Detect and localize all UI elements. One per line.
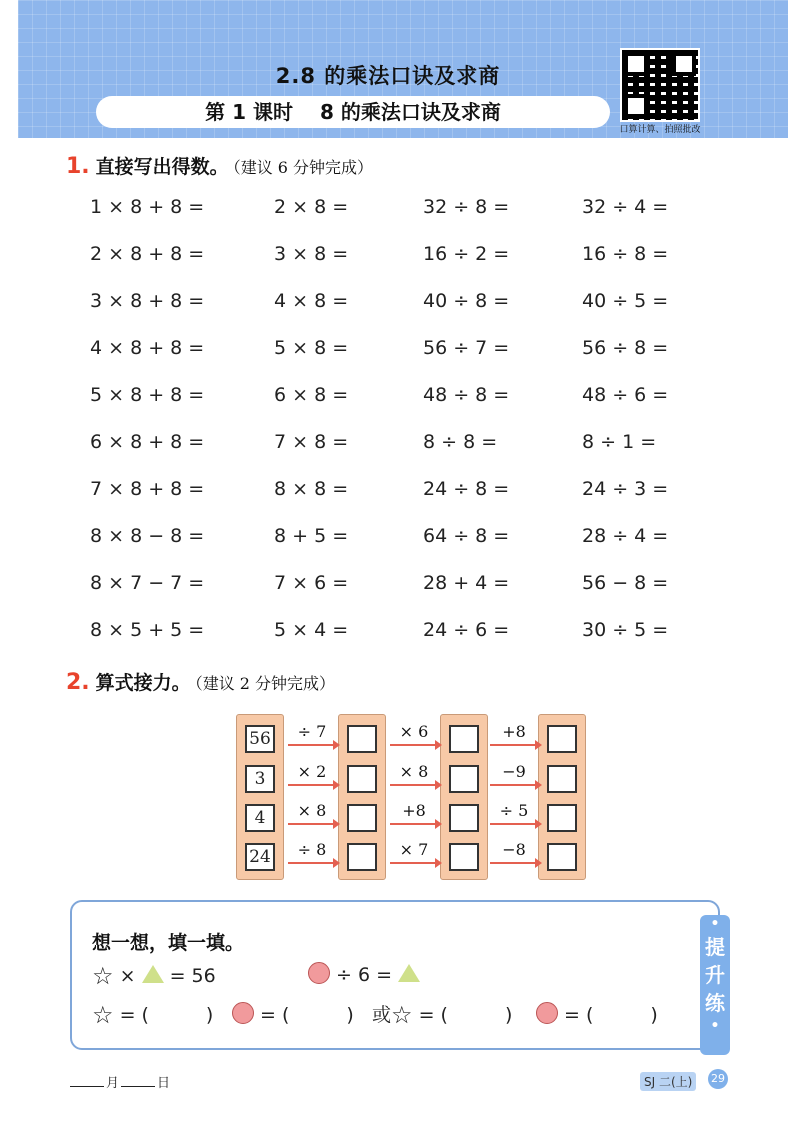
arithmetic-problem[interactable]: 7 × 6 = — [274, 572, 349, 594]
answer-box[interactable] — [347, 725, 377, 753]
section-1-hint: （建议 6 分钟完成） — [232, 158, 374, 177]
arrow-right-icon — [490, 823, 540, 825]
answer-blank: = ( ) — [418, 1004, 513, 1026]
arithmetic-problem[interactable]: 16 ÷ 2 = — [423, 243, 510, 265]
answer-box[interactable] — [449, 725, 479, 753]
think-equation-2 — [308, 962, 420, 986]
lesson-title: 第 1 课时 8 的乘法口诀及求商 — [205, 100, 501, 124]
circle-icon — [308, 962, 330, 984]
eq1-result: = 56 — [169, 965, 216, 987]
answer-box[interactable] — [449, 804, 479, 832]
arithmetic-problem[interactable]: 28 + 4 = — [423, 572, 510, 594]
arithmetic-problem[interactable]: 8 ÷ 1 = — [582, 431, 657, 453]
answer-box[interactable] — [547, 804, 577, 832]
side-tab-char: 升 — [705, 963, 725, 987]
arithmetic-problem[interactable]: 5 × 8 + 8 = — [90, 384, 205, 406]
relay-operation: × 6 — [399, 722, 429, 741]
star-icon: ☆ — [92, 1001, 114, 1029]
arithmetic-problem[interactable]: 2 × 8 + 8 = — [90, 243, 205, 265]
arithmetic-problem[interactable]: 8 × 8 − 8 = — [90, 525, 205, 547]
arithmetic-problem[interactable]: 7 × 8 = — [274, 431, 349, 453]
relay-operation: × 8 — [399, 762, 429, 781]
side-tab-improve: • 提 升 练 • — [700, 915, 730, 1055]
triangle-icon — [398, 964, 420, 982]
arrow-right-icon — [490, 862, 540, 864]
relay-operation: ÷ 7 — [297, 722, 327, 741]
arithmetic-problem[interactable]: 48 ÷ 6 = — [582, 384, 669, 406]
arithmetic-problem[interactable]: 8 × 8 = — [274, 478, 349, 500]
relay-column — [440, 714, 488, 880]
answer-box[interactable] — [449, 765, 479, 793]
relay-operation: +8 — [502, 722, 526, 741]
answer-blank: = ( ) — [119, 1004, 214, 1026]
problem-row — [90, 196, 730, 243]
problem-row — [90, 525, 730, 572]
relay-operation: × 2 — [297, 762, 327, 781]
side-tab-char: 提 — [705, 935, 725, 959]
think-title: 想一想，填一填。 — [92, 932, 245, 954]
arithmetic-problem[interactable]: 7 × 8 + 8 = — [90, 478, 205, 500]
arrow-right-icon — [390, 862, 440, 864]
arithmetic-problem[interactable]: 56 ÷ 8 = — [582, 337, 669, 359]
date-field[interactable] — [68, 1072, 170, 1091]
think-box — [70, 900, 720, 1050]
relay-operation: ÷ 8 — [297, 840, 327, 859]
page-number: 29 — [708, 1069, 728, 1089]
book-code: SJ 二(上) — [640, 1072, 696, 1091]
arithmetic-problem[interactable]: 24 ÷ 3 = — [582, 478, 669, 500]
problem-row — [90, 290, 730, 337]
start-value-box: 4 — [245, 804, 275, 832]
answer-blank: = ( ) — [260, 1004, 354, 1026]
answer-box[interactable] — [547, 843, 577, 871]
answer-box[interactable] — [347, 843, 377, 871]
arithmetic-problem[interactable]: 8 × 7 − 7 = — [90, 572, 205, 594]
arrow-right-icon — [390, 784, 440, 786]
star-icon: ☆ — [391, 1001, 413, 1029]
answer-box[interactable] — [449, 843, 479, 871]
arrow-right-icon — [490, 744, 540, 746]
arithmetic-problem[interactable]: 56 − 8 = — [582, 572, 669, 594]
arithmetic-grid — [90, 196, 730, 666]
month-label: 月 — [106, 1076, 120, 1091]
arithmetic-problem[interactable]: 48 ÷ 8 = — [423, 384, 510, 406]
problem-row — [90, 337, 730, 384]
arithmetic-problem[interactable]: 40 ÷ 5 = — [582, 290, 669, 312]
arrow-right-icon — [288, 823, 338, 825]
qr-caption: 口算计算、拍照批改 — [619, 125, 701, 135]
problem-row — [90, 619, 730, 666]
arithmetic-problem[interactable]: 5 × 4 = — [274, 619, 349, 641]
arrow-right-icon — [288, 862, 338, 864]
relay-operation: × 7 — [399, 840, 429, 859]
arithmetic-problem[interactable]: 4 × 8 + 8 = — [90, 337, 205, 359]
arithmetic-problem[interactable]: 32 ÷ 8 = — [423, 196, 510, 218]
arithmetic-problem[interactable]: 4 × 8 = — [274, 290, 349, 312]
arithmetic-problem[interactable]: 40 ÷ 8 = — [423, 290, 510, 312]
circle-icon — [536, 1002, 558, 1024]
arithmetic-problem[interactable]: 8 ÷ 8 = — [423, 431, 498, 453]
arrow-right-icon — [390, 744, 440, 746]
arithmetic-problem[interactable]: 3 × 8 + 8 = — [90, 290, 205, 312]
section-1-title: 直接写出得数。 — [95, 156, 229, 178]
arrow-right-icon — [288, 744, 338, 746]
answer-box[interactable] — [347, 765, 377, 793]
arithmetic-problem[interactable]: 8 × 5 + 5 = — [90, 619, 205, 641]
qr-code-icon[interactable] — [620, 48, 700, 122]
section-2-number: 2. — [66, 670, 90, 695]
arithmetic-problem[interactable]: 28 ÷ 4 = — [582, 525, 669, 547]
section-2-hint: （建议 2 分钟完成） — [194, 674, 336, 693]
arithmetic-problem[interactable]: 64 ÷ 8 = — [423, 525, 510, 547]
answer-box[interactable] — [547, 765, 577, 793]
arithmetic-problem[interactable]: 32 ÷ 4 = — [582, 196, 669, 218]
relay-column — [236, 714, 284, 880]
arithmetic-problem[interactable]: 30 ÷ 5 = — [582, 619, 669, 641]
relay-column — [538, 714, 586, 880]
problem-row — [90, 243, 730, 290]
start-value-box: 3 — [245, 765, 275, 793]
arithmetic-problem[interactable]: 6 × 8 + 8 = — [90, 431, 205, 453]
section-2-title: 算式接力。 — [95, 672, 191, 694]
arithmetic-problem[interactable]: 2 × 8 = — [274, 196, 349, 218]
multiply-sign: × — [119, 965, 136, 987]
arithmetic-problem[interactable]: 3 × 8 = — [274, 243, 349, 265]
arithmetic-problem[interactable]: 16 ÷ 8 = — [582, 243, 669, 265]
answer-box[interactable] — [347, 804, 377, 832]
problem-row — [90, 572, 730, 619]
relay-operation: ÷ 5 — [499, 801, 529, 820]
problem-row — [90, 384, 730, 431]
section-2-heading — [66, 668, 335, 695]
relay-column — [338, 714, 386, 880]
lesson-title-bar — [96, 96, 610, 128]
arithmetic-problem[interactable]: 24 ÷ 8 = — [423, 478, 510, 500]
side-tab-char: 练 — [705, 991, 725, 1015]
calculation-relay — [236, 714, 586, 879]
answer-box[interactable] — [547, 725, 577, 753]
eq2-text: ÷ 6 = — [336, 964, 393, 986]
arrow-right-icon — [390, 823, 440, 825]
section-1-heading — [66, 152, 373, 179]
start-value-box: 24 — [245, 843, 275, 871]
think-equation-1 — [92, 962, 216, 990]
arithmetic-problem[interactable]: 24 ÷ 6 = — [423, 619, 510, 641]
star-icon: ☆ — [92, 962, 114, 990]
answer-circle[interactable] — [232, 1000, 354, 1027]
or-label: 或 — [372, 1004, 392, 1026]
answer-circle-alt[interactable] — [536, 1000, 658, 1027]
relay-operation: +8 — [402, 801, 426, 820]
problem-row — [90, 431, 730, 478]
answer-star-alt[interactable] — [372, 1000, 512, 1029]
arithmetic-problem[interactable]: 6 × 8 = — [274, 384, 349, 406]
relay-operation: × 8 — [297, 801, 327, 820]
arrow-right-icon — [490, 784, 540, 786]
arithmetic-problem[interactable]: 5 × 8 = — [274, 337, 349, 359]
relay-operation: −8 — [502, 840, 526, 859]
triangle-icon — [142, 965, 164, 983]
arrow-right-icon — [288, 784, 338, 786]
relay-operation: −9 — [502, 762, 526, 781]
section-1-number: 1. — [66, 154, 90, 179]
arithmetic-problem[interactable]: 56 ÷ 7 = — [423, 337, 510, 359]
circle-icon — [232, 1002, 254, 1024]
section-title: 2.8 的乘法口诀及求商 — [275, 64, 501, 88]
arithmetic-problem[interactable]: 8 + 5 = — [274, 525, 349, 547]
answer-star[interactable] — [92, 1000, 213, 1029]
day-label: 日 — [157, 1076, 171, 1091]
start-value-box: 56 — [245, 725, 275, 753]
problem-row — [90, 478, 730, 525]
arithmetic-problem[interactable]: 1 × 8 + 8 = — [90, 196, 205, 218]
answer-blank: = ( ) — [564, 1004, 658, 1026]
